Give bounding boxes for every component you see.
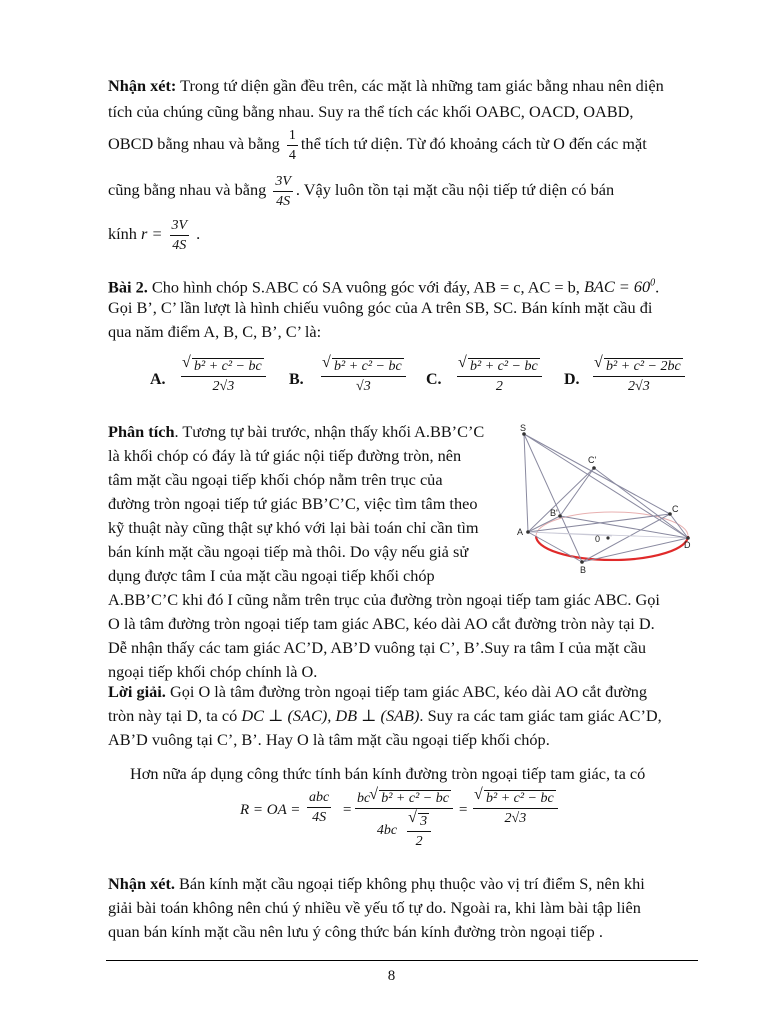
label-d: D [684,540,691,550]
analysis-line-10: Dễ nhận thấy các tam giác AC’D, AB’D vuông tại C’, B’.Suy ra tâm I của mặt cầu [108,638,647,657]
fraction-radius: $\frac{3V}{4S}$ [171,217,188,253]
solution-line-3: AB’D vuông tại C’, B’. Hay O là tâm mặt cầu ngoại tiếp khối chóp. [108,730,550,749]
analysis-line-7: dụng được tâm I của mặt cầu ngoại tiếp khối chóp [108,566,435,585]
option-a-value[interactable]: √ $\frac{\text{b² + c² − bc}}{2√3}$ [181,358,266,394]
remark2-line-3: quan bán kính mặt cầu nên lưu ý công thức bán kính đường tròn ngoại tiếp . [108,922,603,941]
label-b: B [580,565,587,575]
point-c-prime [592,466,596,470]
label-c-prime: C' [588,455,597,465]
pyramid-figure [512,418,698,586]
exercise-2-line-2: Gọi B’, C’ lần lượt là hình chiếu vuông góc của A trên SB, SC. Bán kính mặt cầu đi [108,298,653,317]
analysis-line-2: là khối chóp có đáy là tứ giác nội tiếp đường tròn, nên [108,446,462,465]
label-a: A [517,527,524,537]
analysis-line-5: kỹ thuật này cũng thật sự khó với lại bài toán chỉ cần tìm [108,518,479,537]
exercise-label: Bài 2. [108,277,148,297]
formula-fraction-2: bc√ b² + c² − bc 4bc √ $\frac{3}{2}$ [355,790,453,849]
angle-expression: BAC = $60^0$ [583,277,656,297]
remark2-label: Nhận xét. [108,874,175,893]
option-d-value[interactable]: √ $\frac{\text{b² + c² − 2bc}}{2√3}$ [593,358,685,394]
solution-line-1: Lời giải. Gọi O là tâm đường tròn ngoại tiếp tam giác ABC, kéo dài AO cắt đường [108,682,648,701]
solution-line-4: Hơn nữa áp dụng công thức tính bán kính đường tròn ngoại tiếp tam giác, ta có [130,764,646,783]
fraction-3v-4s: $\frac{3V}{4S}$ [275,173,291,209]
option-d-letter[interactable]: D. [564,371,580,388]
analysis-line-3: tâm mặt cầu ngoại tiếp khối chóp nằm trên trục của [108,470,443,489]
perpendicular-expression: DC ⊥ (SAC), DB ⊥ (SAB) [241,706,420,725]
point-o [606,536,609,539]
footer-divider [106,960,698,961]
remark-line-3: OBCD bằng nhau và bằng $\frac{1}{4}$ thể tích tứ diện. Từ đó khoảng cách từ O đến các mặt [108,127,647,163]
exercise-2-line-1: Bài 2. Cho hình chóp S.ABC có SA vuông góc với đáy, AB = c, AC = b, BAC = $60^0$. [108,277,660,297]
analysis-line-11: ngoại tiếp khối chóp chính là O. [108,662,318,681]
page-number: 8 [387,968,396,984]
option-b-letter[interactable]: B. [289,371,304,388]
label-o: 0 [595,534,601,544]
analysis-line-9: O là tâm đường tròn ngoại tiếp tam giác ABC, kéo dài AO cắt đường tròn này tại D. [108,614,655,633]
solution-label: Lời giải. [108,682,166,701]
analysis-label: Phân tích [108,422,175,441]
option-c-letter[interactable]: C. [426,371,442,388]
solution-line-2: tròn này tại D, ta có DC ⊥ (SAC), DB ⊥ (SAB). Suy ra các tam giác tam giác AC’D, [108,706,662,725]
label-s: S [520,423,527,433]
analysis-line-6: bán kính mặt cầu ngoại tiếp mà thôi. Do vậy nếu giả sử [108,542,469,561]
remark-line-4: cũng bằng nhau và bằng $\frac{3V}{4S}$ . Vậy luôn tồn tại mặt cầu nội tiếp tứ diện có bán [108,173,615,209]
option-c-value[interactable]: √ $\frac{\text{b² + c² − bc}}{2}$ [457,358,542,394]
remark2-line-1: Nhận xét. Bán kính mặt cầu ngoại tiếp không phụ thuộc vào vị trí điểm S, nên khi [108,874,645,893]
fraction-one-quarter: $\frac{1}{4}$ [288,127,296,163]
exercise-2-line-3: qua năm điểm A, B, C, B’, C’ là: [108,322,322,341]
analysis-line-1: Phân tích. Tương tự bài trước, nhận thấy khối A.BB’C’C [108,422,485,441]
remark2-line-2: giải bài toán không nên chú ý nhiều về yếu tố tự do. Ngoài ra, khi làm bài tập liên [108,898,641,917]
option-b-value[interactable]: √ $\frac{\text{b² + c² − bc}}{√3}$ [321,358,406,394]
remark-line-5: kính r = $\frac{3V}{4S}$ . [108,217,201,253]
analysis-line-8: A.BB’C’C khi đó I cũng nằm trên trục của đường tròn ngoại tiếp tam giác ABC. Gọi [108,590,660,609]
point-a [526,530,530,534]
point-b-prime [558,514,562,518]
label-b-prime: B' [550,508,558,518]
formula-fraction-1: abc 4S [309,790,330,825]
formula-fraction-3: √ $\frac{\text{b² + c² − bc}}{2√3}$ [473,790,558,826]
remark-line-2: tích của chúng cũng bằng nhau. Suy ra thể tích các khối OABC, OACD, OABD, [108,102,634,121]
document-page: Nhận xét: Trong tứ diện gần đều trên, các mặt là những tam giác bằng nhau nên diện tích của chúng cũng bằng nhau. Suy ra thể tích các khối OABC, OACD, OABD, OBCD bằng nhau và bằng $\frac{1}{4}$ thể tích tứ diện. Từ đó khoảng cách từ O đến các mặt cũng bằng nhau và bằng $\frac{3V}{4S}$ . Vậy luôn tồn tại mặt cầu nội tiếp tứ diện có bán kính r = $\frac{3V}{4S}$ . Bài 2. Cho hình chóp S.ABC có SA vuông góc với đáy, AB = c, AC = b, BAC = $60^0$. Gọi B’, C’ lần lượt là hình chiếu vuông góc của A trên SB, SC. Bán kính mặt cầu đi qua năm điểm A, B, C, B’, C’ là: A. √ $\frac{\text{b² + c² − bc}}{2√3}$ B. √ $\frac{\text{b² + c² − bc}}{√3}$ C. √ $\frac{\text{b² + c² − bc}}{2}$ D. √ $\frac{\text{b² + c² − 2bc}}{2√3}$ Phân tích. Tương tự bài trước, nhận thấy khối A.BB’C’C là khối chóp có đáy là tứ giác nội tiếp đường tròn, nên tâm mặt cầu ngoại tiếp khối chóp nằm trên trục của đường tròn ngoại tiếp tứ giác BB’C’C, việc tìm tâm theo kỹ thuật này cũng thật sự khó với lại bài toán chỉ cần tìm bán kính mặt cầu ngoại tiếp mà thôi. Do vậy nếu giả sử dụng được tâm I của mặt cầu ngoại tiếp khối chóp A.BB’C’C khi đó I cũng nằm trên trục của đường tròn ngoại tiếp tam giác ABC. Gọi O là tâm đường tròn ngoại tiếp tam giác ABC, kéo dài AO cắt đường tròn này tại D. Dễ nhận thấy các tam giác AC’D, AB’D vuông tại C’, B’.Suy ra tâm I của mặt cầu ngoại tiếp khối chóp chính là O. S C' B' A 0 C D B Lời giải. Gọi O là tâm đường tròn ngoại tiếp tam giác ABC, kéo dài AO cắt đường tròn này tại D, ta có DC ⊥ (SAC), DB ⊥ (SAB). Suy ra các tam giác tam giác AC’D, AB’D vuông tại C’, B’. Hay O là tâm mặt cầu ngoại tiếp khối chóp. Hơn nữa áp dụng công thức tính bán kính đường tròn ngoại tiếp tam giác, ta có R = OA = abc 4S = bc√ b² + c² − bc 4bc √ $\frac{3}{2}$ = √ $\frac{\text{b² + c² − bc}}{2√3}$ Nhận xét. Bán kính mặt cầu ngoại tiếp không phụ thuộc vào vị trí điểm S, nên khi giải bài toán không nên chú ý nhiều về yếu tố tự do. Ngoài ra, khi làm bài tập liên quan bán kính mặt cầu nên lưu ý công thức bán kính đường tròn ngoại tiếp . 8 [0,0,783,1024]
remark-label: Nhận xét: [108,76,177,95]
label-c: C [672,504,679,514]
analysis-line-4: đường tròn ngoại tiếp tứ giác BB’C’C, việc tìm tâm theo [108,494,478,513]
remark-paragraph-1: Nhận xét: Trong tứ diện gần đều trên, các mặt là những tam giác bằng nhau nên diện [108,76,664,95]
option-a-letter[interactable]: A. [150,371,166,388]
point-b [580,560,584,564]
